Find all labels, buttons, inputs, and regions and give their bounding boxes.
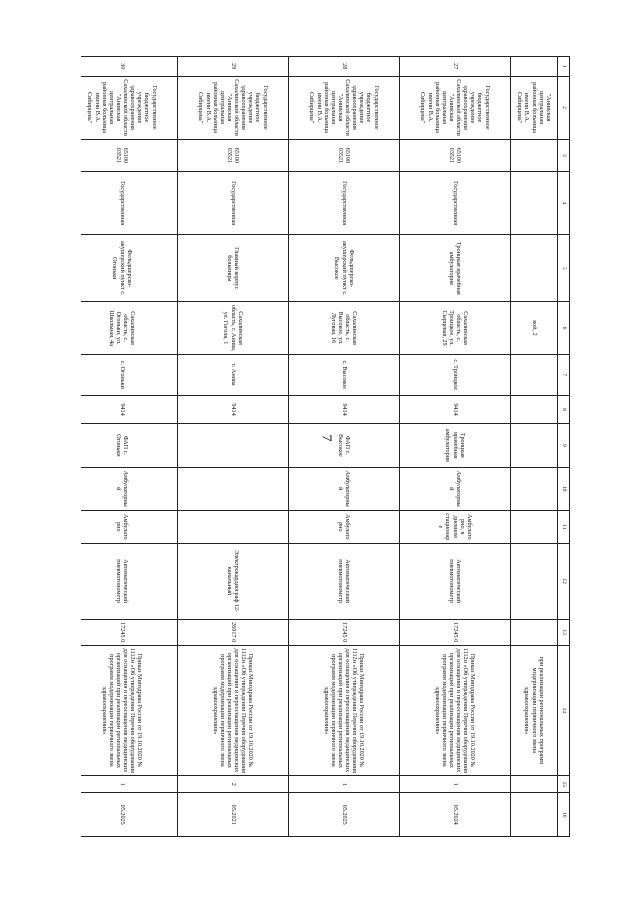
- column-number: 1: [558, 57, 570, 77]
- cell-price: 26917 0: [178, 619, 289, 645]
- cell-facility: Фельдшерско-акушерский пункт с. Высокое: [289, 235, 400, 302]
- cell-address: Сахалинская область, г. Анива, ул. Гоголя, 1: [178, 302, 289, 354]
- column-number: 6: [558, 302, 570, 354]
- column-number: 16: [558, 793, 570, 837]
- cell-cond: Амбулаторно: [81, 511, 178, 544]
- cell-care: Амбулаторный: [81, 467, 178, 510]
- column-number: 13: [558, 619, 570, 645]
- cell-cond: [178, 511, 289, 544]
- org-continuation: "Анивская центральная районная больница имени В.А. Сибирцева": [511, 76, 558, 139]
- equipment-table-wrapper: [81, 56, 570, 837]
- cell-facility: Фельдшерско-акушерский пункт с. Огоньки: [81, 235, 178, 302]
- column-number: 10: [558, 467, 570, 510]
- cell-device: Автоматический пневмотонометр: [400, 543, 511, 619]
- cell-care: [178, 467, 289, 510]
- cell-unit: Троицкая врачебная амбулатория: [400, 424, 511, 467]
- cell-org: Государственное бюджетное учреждение здравоохранения Сахалинской области "Анивская центральная районная больница имени В.А. Сибирцева": [289, 76, 400, 139]
- cell-cond: Амбулаторно: [289, 511, 400, 544]
- table-row: [178, 57, 289, 837]
- column-number: 7: [558, 354, 570, 395]
- cell-facility: Главный корпус больницы: [178, 235, 289, 302]
- address-continuation: вой, 2: [511, 302, 558, 354]
- cell-basis: Приказ Минздрава России от 19.10.2020 № 1112н «Об утверждении Перечня оборудования для оснащения и переоснащения медицинских организаций при реализации региональных программ модернизации первичного звена здравоохранения»: [81, 645, 178, 775]
- column-number: 14: [558, 645, 570, 775]
- cell-qty: 1: [400, 776, 511, 793]
- cell-pop: 9414: [81, 395, 178, 423]
- cell-pop: 9414: [289, 395, 400, 423]
- cell-basis: Приказ Минздрава России от 19.10.2020 № 1112н «Об утверждении Перечня оборудования для оснащения и переоснащения медицинских организаций при реализации региональных программ модернизации первичного звена здравоохранения»: [289, 645, 400, 775]
- cell-org: Государственное бюджетное учреждение здравоохранения Сахалинской области "Анивская центральная районная больница имени В.А. Сибирцева": [81, 76, 178, 139]
- cell-cond: Амбулаторно, в дневном стационаре: [400, 511, 511, 544]
- cell-locality: с. Троицкое: [400, 354, 511, 395]
- table-row: [81, 57, 178, 837]
- cell-ownership: Государственная: [400, 172, 511, 235]
- cell-date: 05.2024: [400, 793, 511, 837]
- cell-locality: с. Огоньки: [81, 354, 178, 395]
- cell-device: Автоматический пневмотонометр: [289, 543, 400, 619]
- cell-qty: 1: [289, 776, 400, 793]
- cell-num: 28: [289, 57, 400, 77]
- cell-date: 05.2025: [81, 793, 178, 837]
- cell-basis: Приказ Минздрава России от 19.10.2020 № 1112н «Об утверждении Перечня оборудования для оснащения и переоснащения медицинских организаций при реализации региональных программ модернизации первичного звена здравоохранения»: [178, 645, 289, 775]
- cell-date: 05.2021: [178, 793, 289, 837]
- table-row: [289, 57, 400, 837]
- cell-pop: 9414: [400, 395, 511, 423]
- cell-device: Электрокардиограф 12-канальный: [178, 543, 289, 619]
- cell-unit: ФАП с. Высокое: [289, 424, 400, 467]
- cell-price: 17245 0: [289, 619, 400, 645]
- cell-pop: 9414: [178, 395, 289, 423]
- column-number: 11: [558, 511, 570, 544]
- cell-ownership: Государственная: [81, 172, 178, 235]
- cell-org: Государственное бюджетное учреждение здравоохранения Сахалинской области "Анивская центральная районная больница имени В.А. Сибирцева": [178, 76, 289, 139]
- cell-ownership: Государственная: [289, 172, 400, 235]
- cell-org: Государственное бюджетное учреждение здравоохранения Сахалинской области "Анивская центральная районная больница имени В.А. Сибирцева": [400, 76, 511, 139]
- column-number: 5: [558, 235, 570, 302]
- cell-num: 29: [178, 57, 289, 77]
- basis-continuation: при реализации региональных программ модернизации первичного звена здравоохранения»: [511, 645, 558, 775]
- cell-locality: с. Высокое: [289, 354, 400, 395]
- cell-date: 05.2025: [289, 793, 400, 837]
- cell-qty: 2: [178, 776, 289, 793]
- cell-code: 65100 03521: [178, 139, 289, 172]
- cell-price: 17245 0: [400, 619, 511, 645]
- cell-facility: Троицкая врачебная амбулатория: [400, 235, 511, 302]
- cell-device: Автоматический пневмотонометр: [81, 543, 178, 619]
- cell-locality: г. Анива: [178, 354, 289, 395]
- cell-ownership: Государственная: [178, 172, 289, 235]
- cell-code: 65100 03521: [400, 139, 511, 172]
- cell-code: 65100 03521: [289, 139, 400, 172]
- column-number: 15: [558, 776, 570, 793]
- cell-code: 65100 03521: [81, 139, 178, 172]
- cell-num: 27: [400, 57, 511, 77]
- column-number: 3: [558, 139, 570, 172]
- cell-price: 17245 0: [81, 619, 178, 645]
- equipment-table: [81, 56, 570, 837]
- cell-address: Сахалинская область, с. Троицкое, ул. Сырцевая, 29: [400, 302, 511, 354]
- column-number: 2: [558, 76, 570, 139]
- column-number-row: [558, 57, 570, 837]
- column-number: 8: [558, 395, 570, 423]
- column-number: 4: [558, 172, 570, 235]
- cell-num: 30: [81, 57, 178, 77]
- table-row: [400, 57, 511, 837]
- cell-address: Сахалинская область, с. Огоньки, ул. Школьная, 4а: [81, 302, 178, 354]
- cell-care: Амбулаторный: [400, 467, 511, 510]
- column-number: 12: [558, 543, 570, 619]
- cell-unit: ФАП с. Огоньки: [81, 424, 178, 467]
- cell-care: Амбулаторный: [289, 467, 400, 510]
- cell-basis: Приказ Минздрава России от 19.10.2020 № 1112н «Об утверждении Перечня оборудования для оснащения и переоснащения медицинских организаций при реализации региональных программ модернизации первичного звена здравоохранения»: [400, 645, 511, 775]
- cell-unit: [178, 424, 289, 467]
- cell-qty: 1: [81, 776, 178, 793]
- page-number: 7: [318, 434, 334, 442]
- continuation-row: [511, 57, 558, 837]
- cell-address: Сахалинская область, с. Высокое, ул. Луговая, 16: [289, 302, 400, 354]
- column-number: 9: [558, 424, 570, 467]
